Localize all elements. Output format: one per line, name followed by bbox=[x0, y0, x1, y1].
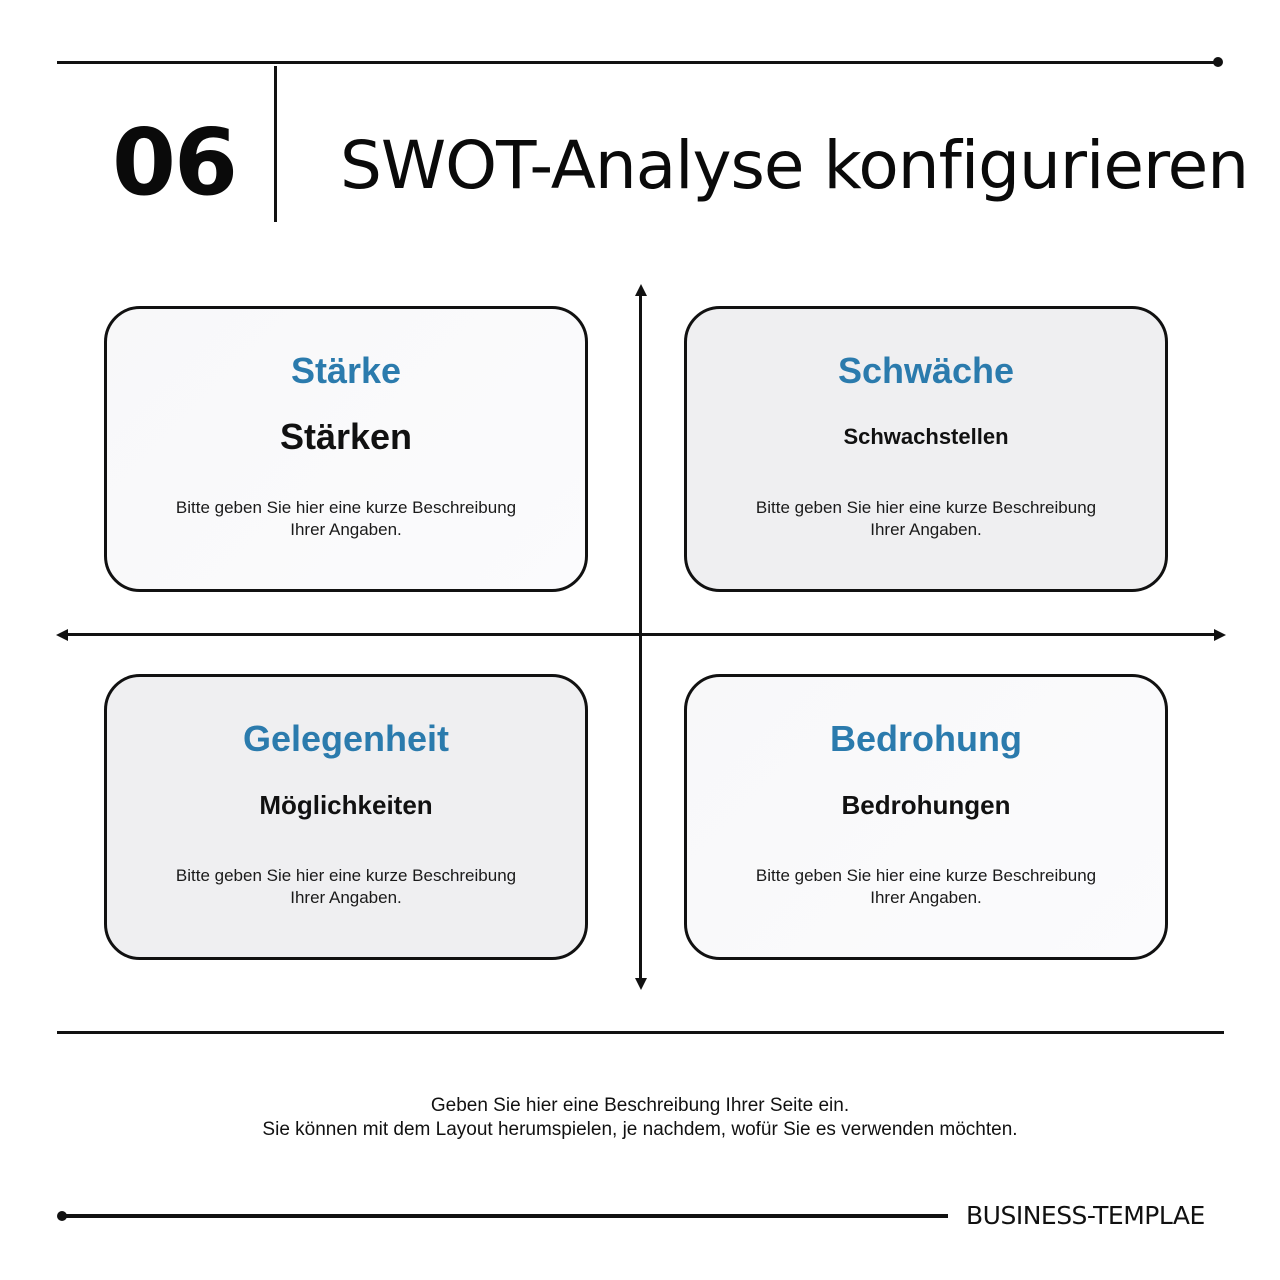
card-description bbox=[107, 497, 585, 541]
card-description-line: Ihrer Angaben. bbox=[290, 888, 402, 907]
card-description-line: Bitte geben Sie hier eine kurze Beschreibung bbox=[175, 498, 517, 517]
card-title: Gelegenheit bbox=[242, 718, 450, 759]
arrow-left-icon bbox=[56, 629, 68, 641]
card-subtitle: Möglichkeiten bbox=[259, 790, 433, 820]
card-description bbox=[687, 497, 1165, 541]
card-description-line: Ihrer Angaben. bbox=[870, 888, 982, 907]
card-description-line: Ihrer Angaben. bbox=[290, 520, 402, 539]
top-rule-end-dot bbox=[1213, 57, 1223, 67]
arrow-up-icon bbox=[635, 284, 647, 296]
footer-description-line: Geben Sie hier eine Beschreibung Ihrer Seite ein. bbox=[430, 1095, 850, 1116]
footer-description-line: Sie können mit dem Layout herumspielen, je nachdem, wofür Sie es verwenden möchten. bbox=[262, 1119, 1018, 1140]
card-description-line: Bitte geben Sie hier eine kurze Beschreibung bbox=[755, 866, 1097, 885]
card-title: Bedrohung bbox=[830, 718, 1022, 759]
header-divider bbox=[274, 66, 277, 222]
card-description-line: Bitte geben Sie hier eine kurze Beschreibung bbox=[755, 498, 1097, 517]
section-number: 06 bbox=[112, 109, 237, 216]
card-description-line: Bitte geben Sie hier eine kurze Beschreibung bbox=[175, 866, 517, 885]
swot-card-threat bbox=[684, 674, 1168, 960]
card-description-line: Ihrer Angaben. bbox=[870, 520, 982, 539]
card-title: Stärke bbox=[290, 350, 402, 391]
footer-rule bbox=[62, 1214, 948, 1218]
footer-description bbox=[0, 1094, 1280, 1142]
horizontal-axis bbox=[64, 633, 1216, 636]
swot-card-weakness bbox=[684, 306, 1168, 592]
card-subtitle: Bedrohungen bbox=[841, 790, 1011, 820]
card-title: Schwäche bbox=[837, 350, 1015, 391]
card-description bbox=[687, 865, 1165, 909]
card-subtitle: Stärken bbox=[279, 416, 413, 457]
swot-card-opportunity bbox=[104, 674, 588, 960]
card-description bbox=[107, 865, 585, 909]
arrow-right-icon bbox=[1214, 629, 1226, 641]
page-title: SWOT-Analyse konfigurieren bbox=[340, 127, 1249, 204]
card-subtitle: Schwachstellen bbox=[843, 424, 1009, 449]
brand-label: BUSINESS-TEMPLAE bbox=[966, 1201, 1205, 1230]
bottom-rule bbox=[57, 1031, 1224, 1034]
top-rule bbox=[57, 61, 1217, 64]
swot-card-strength bbox=[104, 306, 588, 592]
arrow-down-icon bbox=[635, 978, 647, 990]
